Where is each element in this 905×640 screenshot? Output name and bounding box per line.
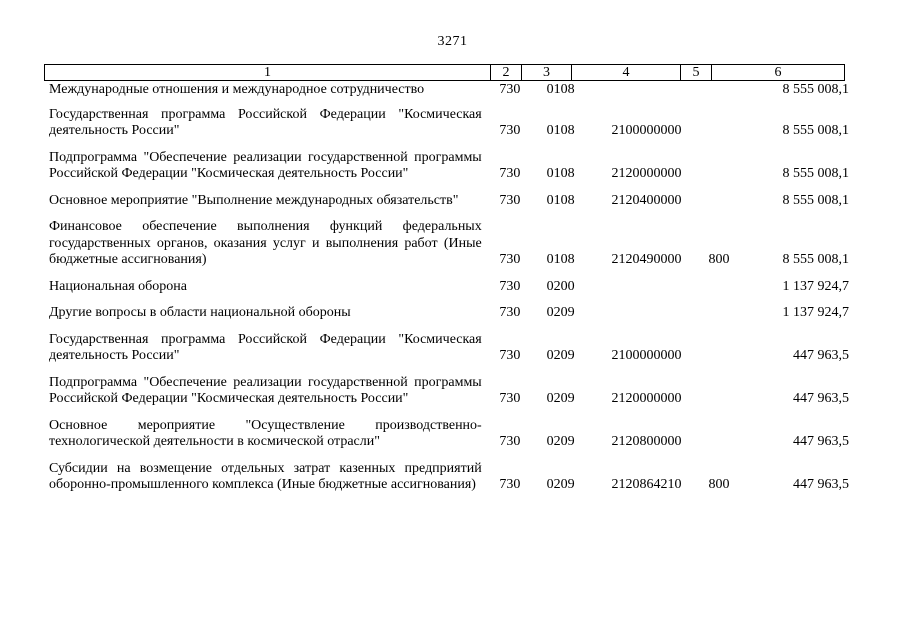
row-code-section: 0108	[546, 166, 575, 181]
row-name: Государственная программа Российской Федерации "Космическая деятельность России"	[49, 106, 482, 138]
table-body	[49, 82, 849, 504]
row-name: Другие вопросы в области национальной обороны	[49, 305, 351, 320]
row-name: Государственная программа Российской Федерации "Космическая деятельность России"	[49, 331, 482, 363]
header-col-4: 4	[572, 65, 681, 80]
row-code-ministry: 730	[499, 348, 521, 363]
table-row	[49, 461, 849, 494]
header-col-3: 3	[522, 65, 572, 80]
row-code-ministry: 730	[499, 192, 521, 208]
row-amount: 8 555 008,1	[782, 252, 849, 267]
page-number: 3271	[437, 34, 468, 49]
table-row	[49, 375, 849, 408]
table-header	[44, 64, 845, 81]
row-amount: 8 555 008,1	[782, 123, 849, 138]
row-code-target: 2120400000	[611, 192, 682, 208]
row-code-expense: 800	[708, 252, 730, 267]
row-code-ministry: 730	[499, 305, 521, 320]
table-row	[49, 107, 849, 140]
row-name: Подпрограмма "Обеспечение реализации государственной программы Российской Федерации "Космическая деятельность России"	[49, 149, 482, 181]
row-amount: 447 963,5	[793, 477, 849, 492]
row-code-section: 0108	[546, 123, 575, 138]
row-code-section: 0209	[546, 391, 575, 406]
row-code-target: 2120490000	[611, 252, 682, 267]
row-code-ministry: 730	[499, 391, 521, 406]
row-name: Основное мероприятие "Осуществление производственно-технологической деятельности в космической отрасли"	[49, 417, 482, 449]
header-col-1: 1	[45, 65, 491, 80]
header-col-5: 5	[681, 65, 712, 80]
header-col-6: 6	[774, 65, 782, 80]
row-code-target: 2120000000	[611, 166, 682, 181]
row-name: Субсидии на возмещение отдельных затрат казенных предприятий оборонно-промышленного комплекса (Иные бюджетные ассигнования)	[49, 460, 482, 492]
row-name: Финансовое обеспечение выполнения функций федеральных государственных органов, оказания услуг и выполнения работ (Иные бюджетные ассигнования)	[49, 219, 482, 267]
row-name: Национальная оборона	[49, 278, 187, 294]
table-row	[49, 305, 849, 322]
row-code-ministry: 730	[499, 477, 521, 492]
row-name: Основное мероприятие "Выполнение международных обязательств"	[49, 192, 459, 208]
table-row	[49, 279, 849, 296]
header-col-2: 2	[491, 65, 522, 80]
table-row	[49, 219, 849, 269]
row-name: Подпрограмма "Обеспечение реализации государственной программы Российской Федерации "Космическая деятельность России"	[49, 374, 482, 406]
row-code-expense: 800	[708, 477, 730, 492]
row-code-ministry: 730	[499, 434, 521, 449]
row-amount: 447 963,5	[793, 391, 849, 406]
row-code-ministry: 730	[499, 166, 521, 181]
row-amount: 8 555 008,1	[782, 166, 849, 181]
row-code-target: 2120864210	[611, 477, 682, 492]
row-code-section: 0209	[546, 305, 575, 320]
row-code-target: 2100000000	[611, 123, 682, 138]
row-code-ministry: 730	[499, 123, 521, 138]
row-code-section: 0209	[546, 348, 575, 363]
table-row	[49, 82, 849, 99]
row-amount: 8 555 008,1	[782, 192, 849, 208]
row-code-target: 2100000000	[611, 348, 682, 363]
row-code-section: 0108	[546, 252, 575, 267]
row-code-ministry: 730	[499, 278, 521, 294]
row-code-section: 0209	[546, 477, 575, 492]
row-code-target: 2120000000	[611, 391, 682, 406]
row-amount: 1 137 924,7	[782, 305, 849, 320]
row-amount: 8 555 008,1	[782, 82, 849, 97]
row-amount: 1 137 924,7	[782, 278, 849, 294]
table-row	[49, 150, 849, 183]
table-row	[49, 332, 849, 365]
row-code-target: 2120800000	[611, 434, 682, 449]
row-code-ministry: 730	[499, 82, 521, 97]
row-name: Международные отношения и международное сотрудничество	[49, 82, 425, 97]
row-amount: 447 963,5	[793, 348, 849, 363]
row-code-section: 0200	[546, 278, 575, 294]
row-code-section: 0108	[546, 82, 575, 97]
table-row	[49, 193, 849, 210]
table-row	[49, 418, 849, 451]
row-code-section: 0209	[546, 434, 575, 449]
row-amount: 447 963,5	[793, 434, 849, 449]
row-code-section: 0108	[546, 192, 575, 208]
row-code-ministry: 730	[499, 252, 521, 267]
